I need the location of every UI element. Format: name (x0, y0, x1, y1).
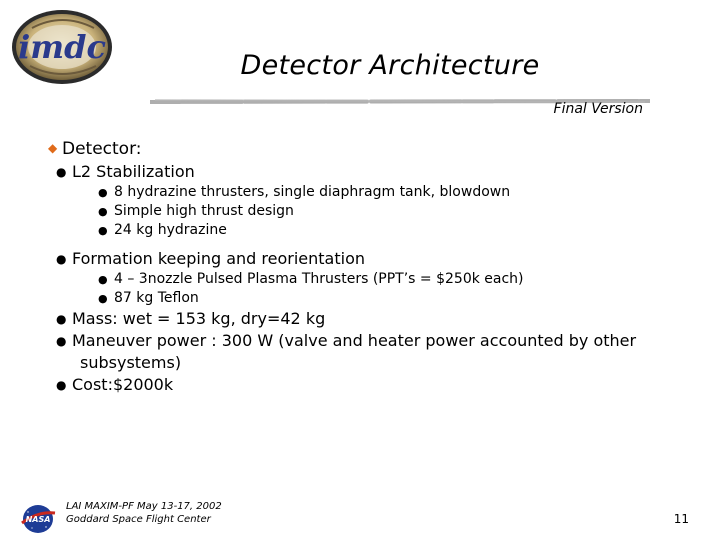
subsection-label: Formation keeping and reorientation (72, 249, 365, 268)
list-item (48, 221, 688, 240)
mass-text: Mass: wet = 153 kg, dry=42 kg (72, 309, 326, 328)
bullet-icon: ● (98, 205, 108, 218)
list-item-text: 87 kg Teflon (114, 290, 199, 306)
footer-line2: Goddard Space Flight Center (66, 514, 211, 525)
power-text-line1: Maneuver power : 300 W (valve and heater power accounted by other (72, 331, 637, 350)
subsection-label: L2 Stabilization (72, 162, 195, 181)
bullet-icon: ● (56, 378, 67, 392)
list-item (48, 308, 688, 330)
bullet-icon: ● (98, 186, 108, 199)
cost-text: Cost:$2000k (72, 375, 174, 394)
nasa-logo (18, 503, 58, 535)
bullet-icon: ● (56, 165, 67, 179)
diamond-bullet-icon: ◆ (48, 141, 58, 155)
list-item-text: Simple high thrust design (114, 203, 294, 219)
slide-body (48, 137, 688, 396)
bullet-icon: ● (98, 292, 108, 305)
nasa-logo-text: NASA (25, 515, 51, 524)
slide-title: Detector Architecture (240, 50, 540, 81)
list-item (48, 289, 688, 308)
list-item (48, 248, 688, 270)
version-label: Final Version (553, 101, 643, 117)
bullet-icon: ● (56, 252, 67, 266)
bullet-icon: ● (98, 224, 108, 237)
list-item (48, 183, 688, 202)
list-item (48, 161, 688, 183)
heading-row (48, 137, 688, 161)
list-item-text: 24 kg hydrazine (114, 222, 227, 238)
list-item (48, 270, 688, 289)
list-item (48, 330, 688, 374)
bullet-icon: ● (56, 334, 67, 348)
imdc-logo (10, 8, 114, 86)
logo-text: imdc (18, 28, 106, 66)
footer-line1: LAI MAXIM-PF May 13-17, 2002 (66, 501, 222, 512)
bullet-icon: ● (98, 273, 108, 286)
list-item-text: 4 – 3nozzle Pulsed Plasma Thrusters (PPT’s = $250k each) (114, 271, 524, 287)
list-item (48, 374, 688, 396)
section-heading: Detector: (62, 139, 142, 159)
list-item-text: 8 hydrazine thrusters, single diaphragm tank, blowdown (114, 184, 511, 200)
list-item (48, 202, 688, 221)
page-number: 11 (673, 512, 689, 526)
bullet-icon: ● (56, 312, 67, 326)
power-text-line2: subsystems) (80, 353, 182, 372)
footer-text (66, 500, 222, 526)
